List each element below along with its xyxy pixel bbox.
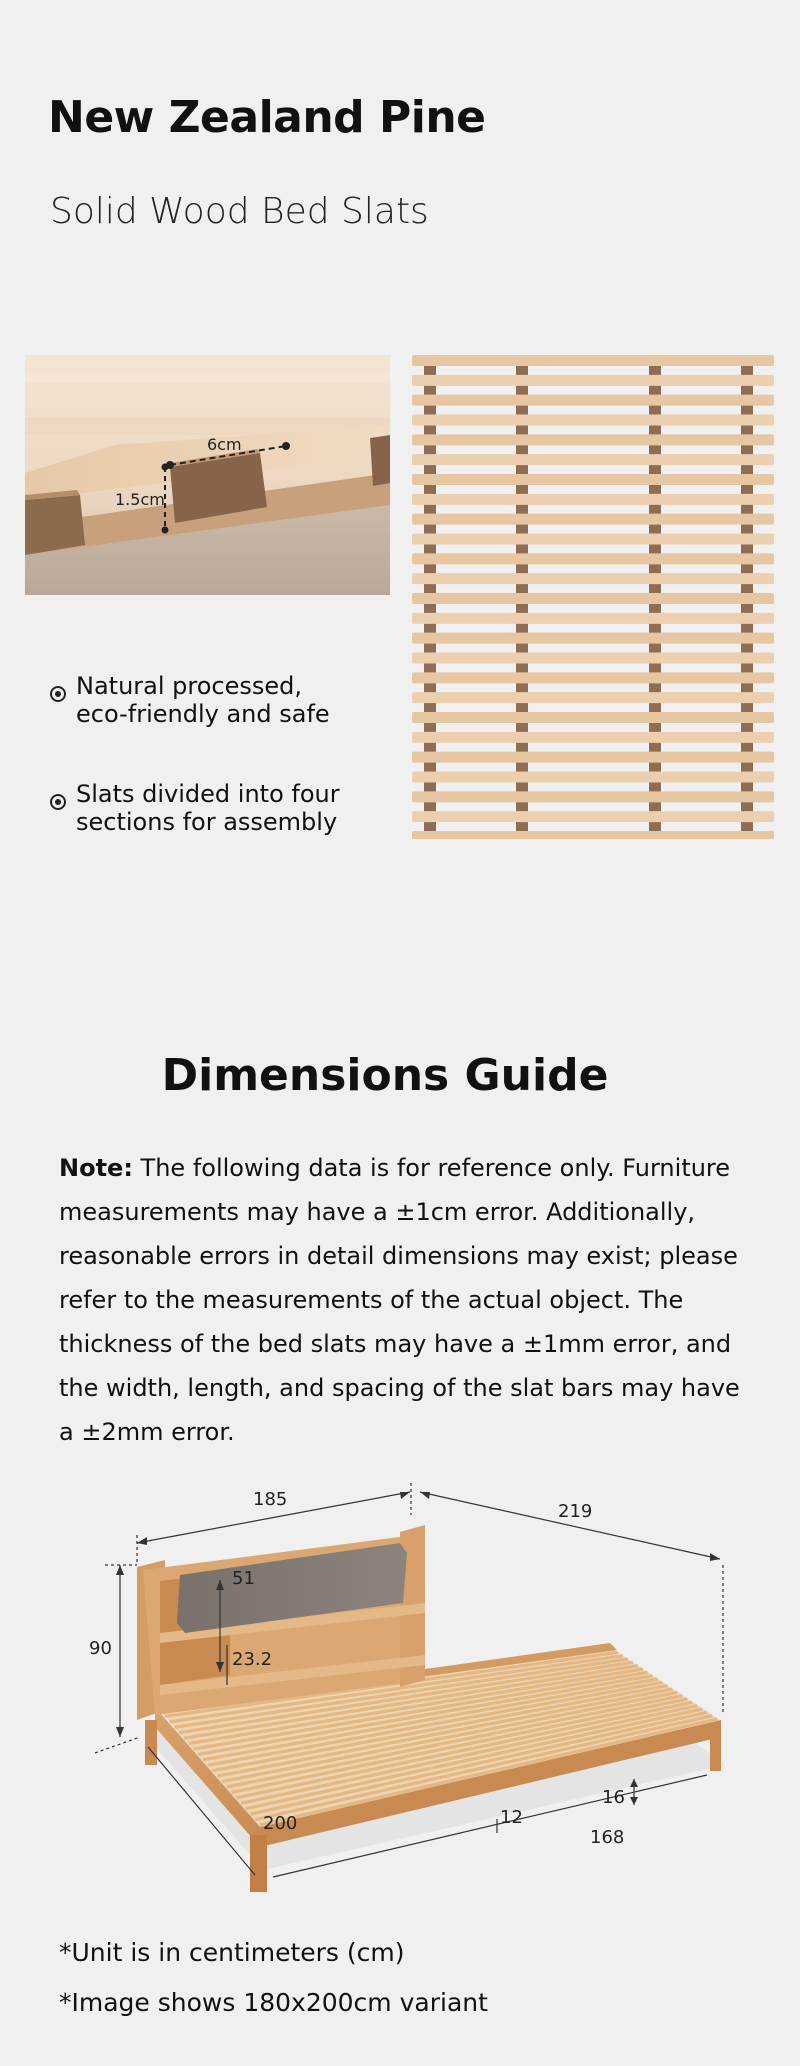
slat-bar — [412, 633, 774, 644]
slat-bar — [412, 494, 774, 505]
dim-width-top: 185 — [253, 1489, 288, 1510]
slat-bar — [412, 732, 774, 743]
slat-bar — [412, 692, 774, 703]
slat-bar — [412, 375, 774, 386]
footnote-variant: *Image shows 180x200cm variant — [59, 1988, 488, 2017]
slat-bar — [412, 415, 774, 426]
page-subtitle: Solid Wood Bed Slats — [50, 191, 429, 232]
slat-bar — [412, 772, 774, 783]
slat-bar — [412, 454, 774, 465]
feature-line: eco-friendly and safe — [76, 700, 330, 728]
slat-bar — [412, 672, 774, 683]
dim-length: 200 — [263, 1813, 298, 1834]
dim-slat-width: 168 — [590, 1827, 625, 1848]
dim-cushion-height: 51 — [232, 1568, 255, 1589]
dim-headboard-gap: 23.2 — [232, 1649, 273, 1670]
slat-bar — [412, 474, 774, 485]
slat-bar — [412, 712, 774, 723]
slat-width-label: 6cm — [207, 435, 242, 454]
feature-line: Natural processed, — [76, 672, 303, 700]
footnote-unit: *Unit is in centimeters (cm) — [59, 1938, 405, 1967]
slat-bar — [412, 553, 774, 564]
slat-bar — [412, 613, 774, 624]
section-title: Dimensions Guide — [161, 1050, 609, 1101]
slat-bar — [412, 752, 774, 763]
dim-length-top: 219 — [558, 1501, 593, 1522]
slat-bar — [412, 791, 774, 802]
slat-bar — [412, 434, 774, 445]
feature-line: sections for assembly — [76, 808, 338, 836]
radio-bullet-icon — [50, 794, 66, 810]
slat-closeup-image — [25, 355, 390, 595]
feature-line: Slats divided into four — [76, 780, 340, 808]
page-title: New Zealand Pine — [48, 92, 486, 143]
note-label: Note: — [59, 1154, 133, 1182]
dim-frame-height: 16 — [602, 1787, 625, 1808]
dim-slat-thickness: 12 — [500, 1807, 523, 1828]
note-text: The following data is for reference only. Furniture measurements may have a ±1cm error. Additionally, reasonable errors in detail dimensions may exist; please refer to the measurements of the actual object. The thickness of the bed slats may have a ±1mm error, and the width, length, and spacing of the slat bars may have a ±2mm error. — [59, 1154, 740, 1446]
slat-bar — [412, 653, 774, 664]
slat-bar — [412, 573, 774, 584]
slat-bar — [412, 593, 774, 604]
slat-layout-image — [412, 355, 774, 839]
slat-bar — [412, 395, 774, 406]
bed-dimension-diagram — [85, 1475, 740, 1895]
radio-bullet-icon — [50, 686, 66, 702]
slat-bar — [412, 534, 774, 545]
slat-bar — [412, 514, 774, 525]
slat-bar — [412, 355, 774, 366]
dimensions-note — [59, 1146, 759, 1454]
slat-thickness-label: 1.5cm — [115, 490, 165, 509]
slat-bar — [412, 811, 774, 822]
dim-height: 90 — [89, 1638, 112, 1659]
slat-bar — [412, 831, 774, 839]
